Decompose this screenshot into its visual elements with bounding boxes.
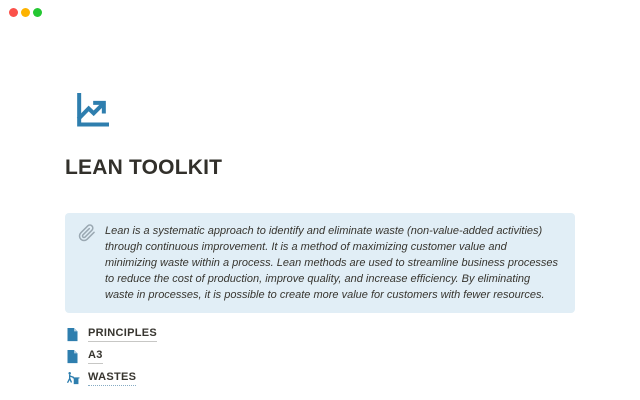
page-title: LEAN TOOLKIT (65, 156, 223, 179)
minimize-window-icon[interactable] (21, 8, 30, 17)
page-link-wastes[interactable] (65, 371, 136, 386)
litter-disposal-icon (65, 371, 80, 386)
page-icon (65, 349, 80, 364)
page-link-label: WASTES (88, 371, 136, 386)
zoom-window-icon[interactable] (33, 8, 42, 17)
callout-block (65, 213, 575, 313)
line-chart-icon[interactable] (72, 90, 112, 130)
page-link-principles[interactable] (65, 327, 157, 342)
close-window-icon[interactable] (9, 8, 18, 17)
page-link-label: A3 (88, 349, 103, 364)
page-link-a3[interactable] (65, 349, 103, 364)
window-controls (9, 8, 42, 17)
page-icon (65, 327, 80, 342)
paperclip-icon (78, 224, 96, 242)
page-link-label: PRINCIPLES (88, 327, 157, 342)
subpage-links (65, 327, 157, 393)
callout-text: Lean is a systematic approach to identify and eliminate waste (non-value-added activities) through continuous improvement. It is a method of maximizing customer value and minimizing waste within a process. Lean methods are used to streamline business processes to reduce the cost of production, improve quality, and increase efficiency. By eliminating waste in processes, it is possible to create more value for customers with fewer resources. (105, 225, 559, 301)
